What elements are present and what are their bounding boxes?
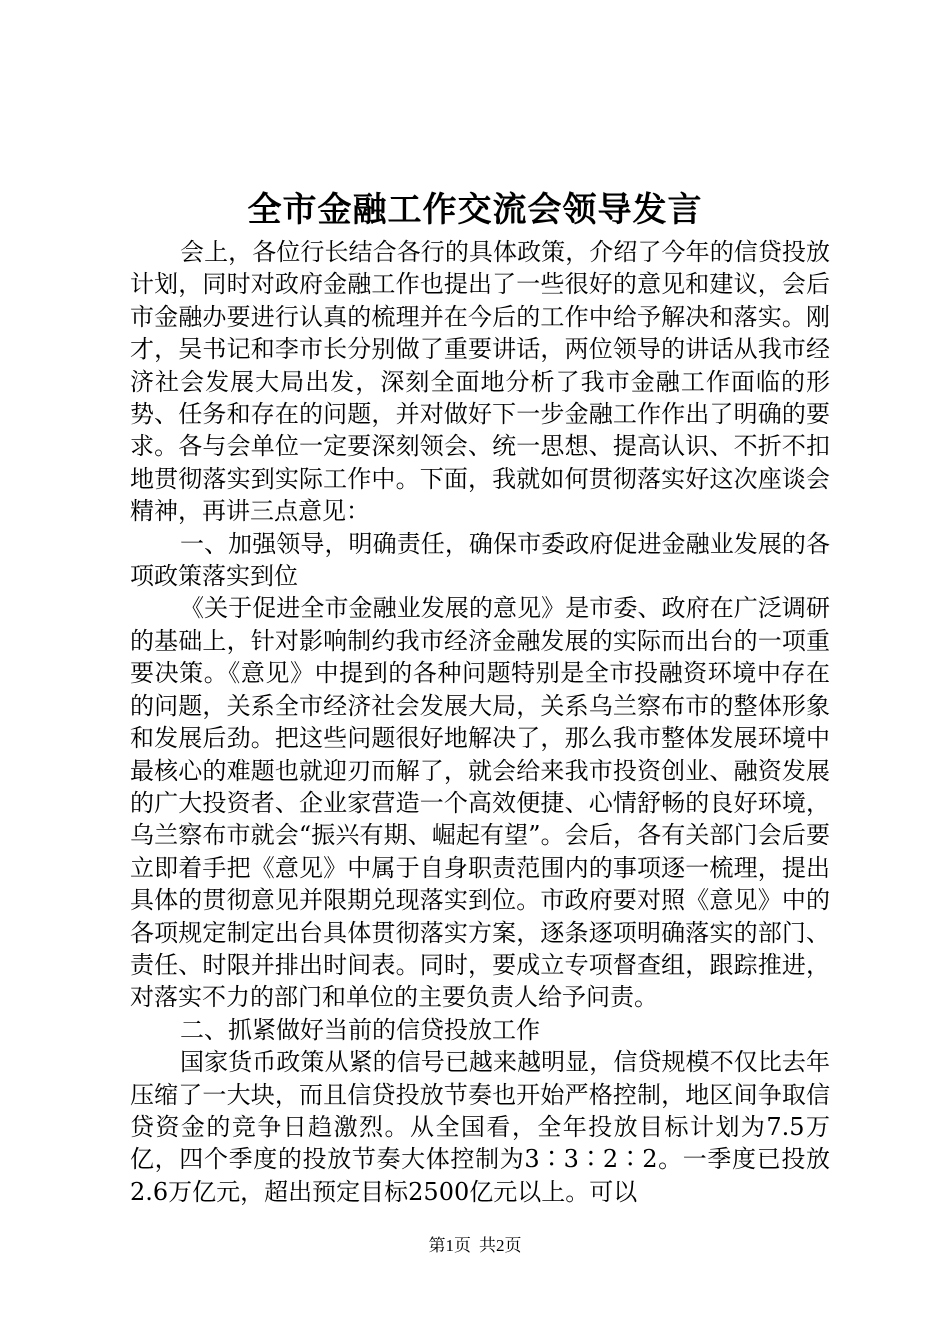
page-footer (0, 1234, 950, 1258)
section-heading-2: 二、抓紧做好当前的信贷投放工作 (180, 1015, 540, 1044)
page-total: 共2页 (479, 1236, 522, 1255)
section-heading-1: 一、加强领导，明确责任，确保市委政府促进金融业发展的各项政策落实到位 (130, 529, 830, 591)
document-title: 全市金融工作交流会领导发言 (247, 190, 703, 230)
page-number: 第1页 (428, 1236, 471, 1255)
paragraph-section-2: 国家货币政策从紧的信号已越来越明显，信贷规模不仅比去年压缩了一大块，而且信贷投放节奏也开始严格控制，地区间争取信贷资金的竞争日趋激烈。从全国看，全年投放目标计划为7.5万亿，四个季度的投放节奏大体控制为3∶3∶2∶2。一季度已投放2.6万亿元，超出预定目标2500亿元以上。可以 (130, 1048, 830, 1206)
paragraph-intro: 会上，各位行长结合各行的具体政策，介绍了今年的信贷投放计划，同时对政府金融工作也提出了一些很好的意见和建议，会后市金融办要进行认真的梳理并在今后的工作中给予解决和落实。刚才，吴书记和李市长分别做了重要讲话，两位领导的讲话从我市经济社会发展大局出发，深刻全面地分析了我市金融工作面临的形势、任务和存在的问题，并对做好下一步金融工作作出了明确的要求。各与会单位一定要深刻领会、统一思想、提高认识、不折不扣地贯彻落实到实际工作中。下面，我就如何贯彻落实好这次座谈会精神，再讲三点意见： (130, 238, 830, 526)
document-body (130, 236, 830, 1208)
paragraph-section-1: 《关于促进全市金融业发展的意见》是市委、政府在广泛调研的基础上，针对影响制约我市经济金融发展的实际而出台的一项重要决策。《意见》中提到的各种问题特别是全市投融资环境中存在的问题，关系全市经济社会发展大局，关系乌兰察布市的整体形象和发展后劲。把这些问题很好地解决了，那么我市整体发展环境中最核心的难题也就迎刃而解了，就会给来我市投资创业、融资发展的广大投资者、企业家营造一个高效便捷、心情舒畅的良好环境，乌兰察布市就会“振兴有期、崛起有望”。会后，各有关部门会后要立即着手把《意见》中属于自身职责范围内的事项逐一梳理，提出具体的贯彻意见并限期兑现落实到位。市政府要对照《意见》中的各项规定制定出台具体贯彻落实方案，逐条逐项明确落实的部门、责任、时限并排出时间表。同时，要成立专项督查组，跟踪推进，对落实不力的部门和单位的主要负责人给予问责。 (130, 594, 830, 1012)
